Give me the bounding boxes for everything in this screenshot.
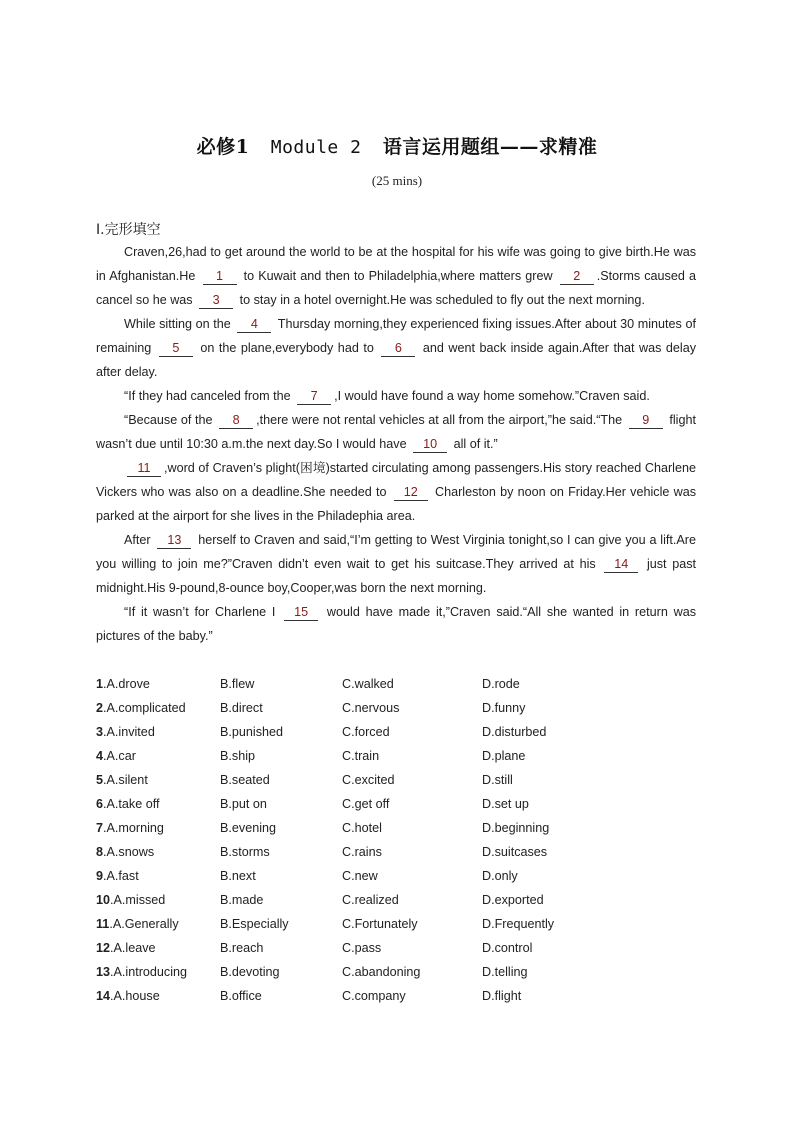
- option-a-text: .A.missed: [110, 893, 166, 907]
- option-a: [96, 941, 220, 955]
- option-d: D.plane: [482, 749, 526, 763]
- option-a-text: .A.silent: [103, 773, 148, 787]
- option-b: B.office: [220, 989, 262, 1003]
- question-number: 2: [96, 701, 104, 715]
- passage-paragraph: [96, 312, 696, 384]
- blank-number: 4: [237, 317, 271, 333]
- blank-number: 5: [159, 341, 193, 357]
- title-suffix: 语言运用题组——求精准: [382, 136, 598, 158]
- blank-number: 15: [284, 605, 318, 621]
- option-row: [96, 984, 716, 1008]
- option-row: [96, 696, 716, 720]
- option-a: [96, 725, 220, 739]
- option-d: D.telling: [482, 965, 528, 979]
- option-d: D.beginning: [482, 821, 550, 835]
- option-a: [96, 917, 220, 931]
- option-row: [96, 792, 716, 816]
- option-d: D.only: [482, 869, 518, 883]
- option-c: C.Fortunately: [342, 917, 418, 931]
- passage-paragraph: [96, 384, 696, 408]
- blank-number: 9: [629, 413, 663, 429]
- title-prefix: 必修1: [196, 136, 250, 158]
- question-number: 3: [96, 725, 104, 739]
- option-a-text: .A.snows: [103, 845, 155, 859]
- option-b: B.reach: [220, 941, 264, 955]
- option-c: C.walked: [342, 677, 394, 691]
- option-b: B.evening: [220, 821, 277, 835]
- question-number: 10: [96, 893, 111, 907]
- option-b: B.seated: [220, 773, 270, 787]
- passage-text: ,word of Craven’s plight(困境)started circulating among passengers.His story reached Charlene Vickers who was also on a deadline.She needed to: [96, 461, 696, 499]
- option-b: B.storms: [220, 845, 270, 859]
- option-b: B.direct: [220, 701, 263, 715]
- option-row: [96, 864, 716, 888]
- section-heading: Ⅰ.完形填空: [96, 222, 161, 238]
- option-a-text: .A.car: [103, 749, 136, 763]
- option-a-text: .A.complicated: [103, 701, 186, 715]
- option-c: C.nervous: [342, 701, 400, 715]
- option-a: [96, 749, 220, 763]
- question-number: 8: [96, 845, 104, 859]
- option-row: [96, 720, 716, 744]
- option-a-text: .A.drove: [103, 677, 150, 691]
- option-d: D.disturbed: [482, 725, 547, 739]
- option-row: [96, 768, 716, 792]
- option-d: D.rode: [482, 677, 520, 691]
- option-a: [96, 989, 220, 1003]
- blank-number: 3: [199, 293, 233, 309]
- passage-text: would have made it,”Craven said.“All she wanted in return was pictures of the baby.”: [96, 605, 696, 643]
- passage-text: just past midnight.His 9-pound,8-ounce boy,Cooper,was born the next morning.: [96, 557, 696, 595]
- passage-text: “If it wasn’t for Charlene I: [124, 605, 282, 619]
- option-c: C.get off: [342, 797, 390, 811]
- passage-text: herself to Craven and said,“I’m getting to West Virginia tonight,so I can give you a lift.Are you willing to join me?”Craven didn’t even wait to get his suitcase.They arrived at his: [96, 533, 696, 571]
- passage-text: ,there were not rental vehicles at all from the airport,”he said.“The: [256, 413, 626, 427]
- option-row: [96, 744, 716, 768]
- question-number: 9: [96, 869, 104, 883]
- option-c: C.rains: [342, 845, 382, 859]
- passage-text: “If they had canceled from the: [124, 389, 295, 403]
- question-number: 14: [96, 989, 111, 1003]
- passage-text: ,I would have found a way home somehow.”Craven said.: [334, 389, 650, 403]
- option-c: C.hotel: [342, 821, 382, 835]
- passage-paragraph: [96, 528, 696, 600]
- option-d: D.control: [482, 941, 533, 955]
- option-c: C.pass: [342, 941, 382, 955]
- passage-text: Thursday morning,they experienced fixing issues.After about 30 minutes of remaining: [96, 317, 696, 355]
- question-number: 5: [96, 773, 104, 787]
- option-a-text: .A.morning: [103, 821, 164, 835]
- page-title: [0, 132, 794, 159]
- question-number: 13: [96, 965, 111, 979]
- blank-number: 2: [560, 269, 594, 285]
- option-a: [96, 677, 220, 691]
- option-b: B.Especially: [220, 917, 289, 931]
- option-d: D.flight: [482, 989, 522, 1003]
- option-d: D.still: [482, 773, 513, 787]
- question-number: 1: [96, 677, 104, 691]
- question-number: 11: [96, 917, 110, 931]
- option-row: [96, 816, 716, 840]
- option-c: C.excited: [342, 773, 395, 787]
- blank-number: 6: [381, 341, 415, 357]
- blank-number: 10: [413, 437, 447, 453]
- passage-text: flight wasn’t due until 10:30 a.m.the next day.So I would have: [96, 413, 696, 451]
- option-a-text: .A.fast: [103, 869, 139, 883]
- passage-paragraph: [96, 600, 696, 648]
- passage-text: to stay in a hotel overnight.He was scheduled to fly out the next morning.: [236, 293, 645, 307]
- option-a: [96, 965, 220, 979]
- option-a: [96, 821, 220, 835]
- option-b: B.flew: [220, 677, 255, 691]
- question-number: 4: [96, 749, 104, 763]
- option-row: [96, 840, 716, 864]
- option-row: [96, 888, 716, 912]
- option-d: D.suitcases: [482, 845, 548, 859]
- passage-text: Craven,26,had to get around the world to be at the hospital for his wife was going to give birth.He was in Afghanistan.He: [96, 245, 696, 283]
- question-number: 7: [96, 821, 104, 835]
- blank-number: 11: [127, 461, 161, 477]
- passage-text: and went back inside again.After that was delay after delay.: [96, 341, 696, 379]
- option-c: C.company: [342, 989, 406, 1003]
- option-row: [96, 912, 716, 936]
- blank-number: 13: [157, 533, 191, 549]
- question-number: 6: [96, 797, 104, 811]
- options-list: [96, 672, 716, 1008]
- option-b: B.next: [220, 869, 256, 883]
- option-row: [96, 936, 716, 960]
- passage-paragraph: [96, 456, 696, 528]
- option-a-text: .A.leave: [110, 941, 156, 955]
- cloze-passage: [96, 240, 696, 648]
- option-b: B.devoting: [220, 965, 280, 979]
- option-d: D.Frequently: [482, 917, 555, 931]
- blank-number: 14: [604, 557, 638, 573]
- passage-text: “Because of the: [124, 413, 217, 427]
- blank-number: 12: [394, 485, 428, 501]
- passage-text: .Storms caused a cancel so he was: [96, 269, 696, 307]
- option-a: [96, 797, 220, 811]
- option-b: B.made: [220, 893, 264, 907]
- option-d: D.funny: [482, 701, 526, 715]
- option-c: C.abandoning: [342, 965, 421, 979]
- option-a: [96, 869, 220, 883]
- option-row: [96, 960, 716, 984]
- option-a: [96, 893, 220, 907]
- option-b: B.ship: [220, 749, 256, 763]
- option-b: B.punished: [220, 725, 284, 739]
- question-number: 12: [96, 941, 111, 955]
- blank-number: 8: [219, 413, 253, 429]
- blank-number: 7: [297, 389, 331, 405]
- blank-number: 1: [203, 269, 237, 285]
- option-a-text: .A.house: [110, 989, 160, 1003]
- option-c: C.realized: [342, 893, 399, 907]
- option-a: [96, 773, 220, 787]
- option-c: C.new: [342, 869, 378, 883]
- passage-text: to Kuwait and then to Philadelphia,where matters grew: [239, 269, 557, 283]
- option-a-text: .A.Generally: [109, 917, 179, 931]
- option-a-text: .A.introducing: [110, 965, 188, 979]
- option-b: B.put on: [220, 797, 267, 811]
- passage-text: all of it.”: [450, 437, 498, 451]
- option-row: [96, 672, 716, 696]
- option-d: D.exported: [482, 893, 544, 907]
- option-a: [96, 701, 220, 715]
- option-c: C.train: [342, 749, 380, 763]
- option-c: C.forced: [342, 725, 390, 739]
- option-a-text: .A.take off: [103, 797, 160, 811]
- passage-paragraph: [96, 408, 696, 456]
- passage-text: After: [124, 533, 155, 547]
- time-limit: (25 mins): [371, 173, 423, 188]
- passage-text: Charleston by noon on Friday.Her vehicle was parked at the airport for she lives in the Philadephia area.: [96, 485, 696, 523]
- option-d: D.set up: [482, 797, 529, 811]
- option-a: [96, 845, 220, 859]
- option-a-text: .A.invited: [103, 725, 155, 739]
- passage-text: While sitting on the: [124, 317, 235, 331]
- title-module: Module 2: [270, 137, 362, 158]
- passage-paragraph: [96, 240, 696, 312]
- passage-text: on the plane,everybody had to: [195, 341, 379, 355]
